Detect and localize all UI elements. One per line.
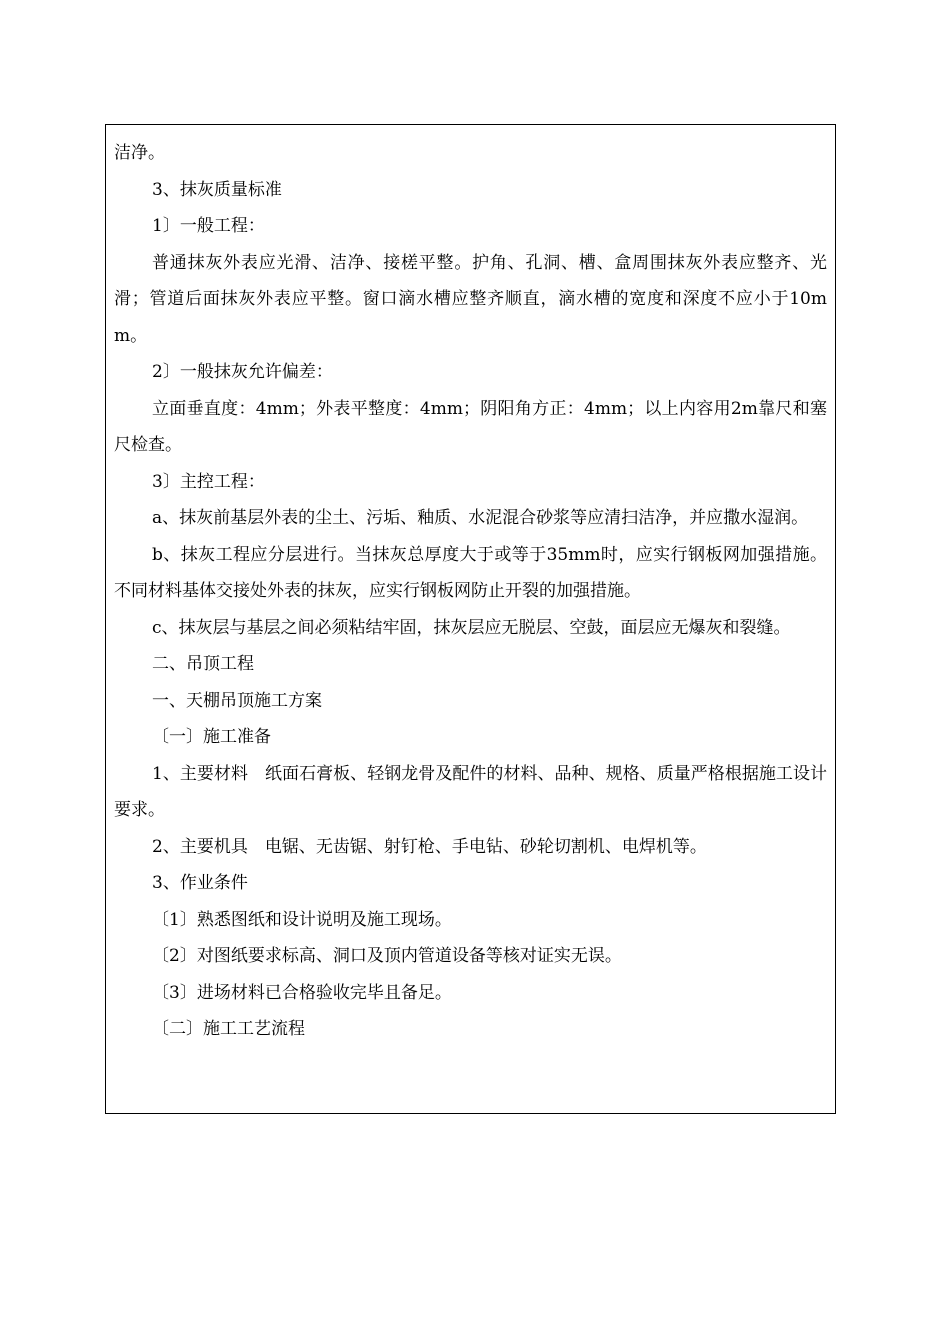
subsection-heading: 1〕一般工程： [152,216,265,236]
subsection-heading: 〔二〕施工工艺流程 [152,1019,305,1039]
paragraph: c、抹灰层与基层之间必须粘结牢固，抹灰层应无脱层、空鼓，面层应无爆灰和裂缝。 [152,617,791,638]
document-frame [105,124,836,1114]
paragraph: 普通抹灰外表应光滑、洁净、接槎平整。护角、孔洞、槽、盒周围抹灰外表应整齐、光滑；管道后面抹灰外表应平整。窗口滴水槽应整齐顺直，滴水槽的宽度和深度不应小于10mm。 [114,252,827,346]
paragraph: a、抹灰前基层外表的尘土、污垢、釉质、水泥混合砂浆等应清扫洁净，并应撒水湿润。 [152,508,809,528]
subsection-heading: 2〕一般抹灰允许偏差： [152,362,333,382]
paragraph: 1、主要材料 纸面石膏板、轻钢龙骨及配件的材料、品种、规格、质量严格根据施工设计要求。 [114,763,827,820]
paragraph: 洁净。 [114,143,165,163]
list-item: 〔3〕进场材料已合格验收完毕且备足。 [152,982,452,1003]
subsection-heading: 〔一〕施工准备 [152,727,271,747]
paragraph: 2、主要机具 电锯、无齿锯、射钉枪、手电钻、砂轮切割机、电焊机等。 [152,836,707,857]
section-heading: 一、天棚吊顶施工方案 [152,690,322,711]
list-item: 〔1〕熟悉图纸和设计说明及施工现场。 [152,909,452,930]
section-heading: 3、抹灰质量标准 [152,179,282,200]
subsection-heading: 3、作业条件 [152,873,248,893]
subsection-heading: 3〕主控工程： [152,471,265,492]
list-item: 〔2〕对图纸要求标高、洞口及顶内管道设备等核对证实无误。 [152,946,622,966]
paragraph: b、抹灰工程应分层进行。当抹灰总厚度大于或等于35mm时，应实行钢板网加强措施。不同材料基体交接处外表的抹灰，应实行钢板网防止开裂的加强措施。 [114,544,827,601]
paragraph: 立面垂直度：4mm；外表平整度：4mm；阴阳角方正：4mm；以上内容用2m靠尺和塞尺检查。 [114,398,827,455]
section-heading: 二、吊顶工程 [152,654,254,674]
